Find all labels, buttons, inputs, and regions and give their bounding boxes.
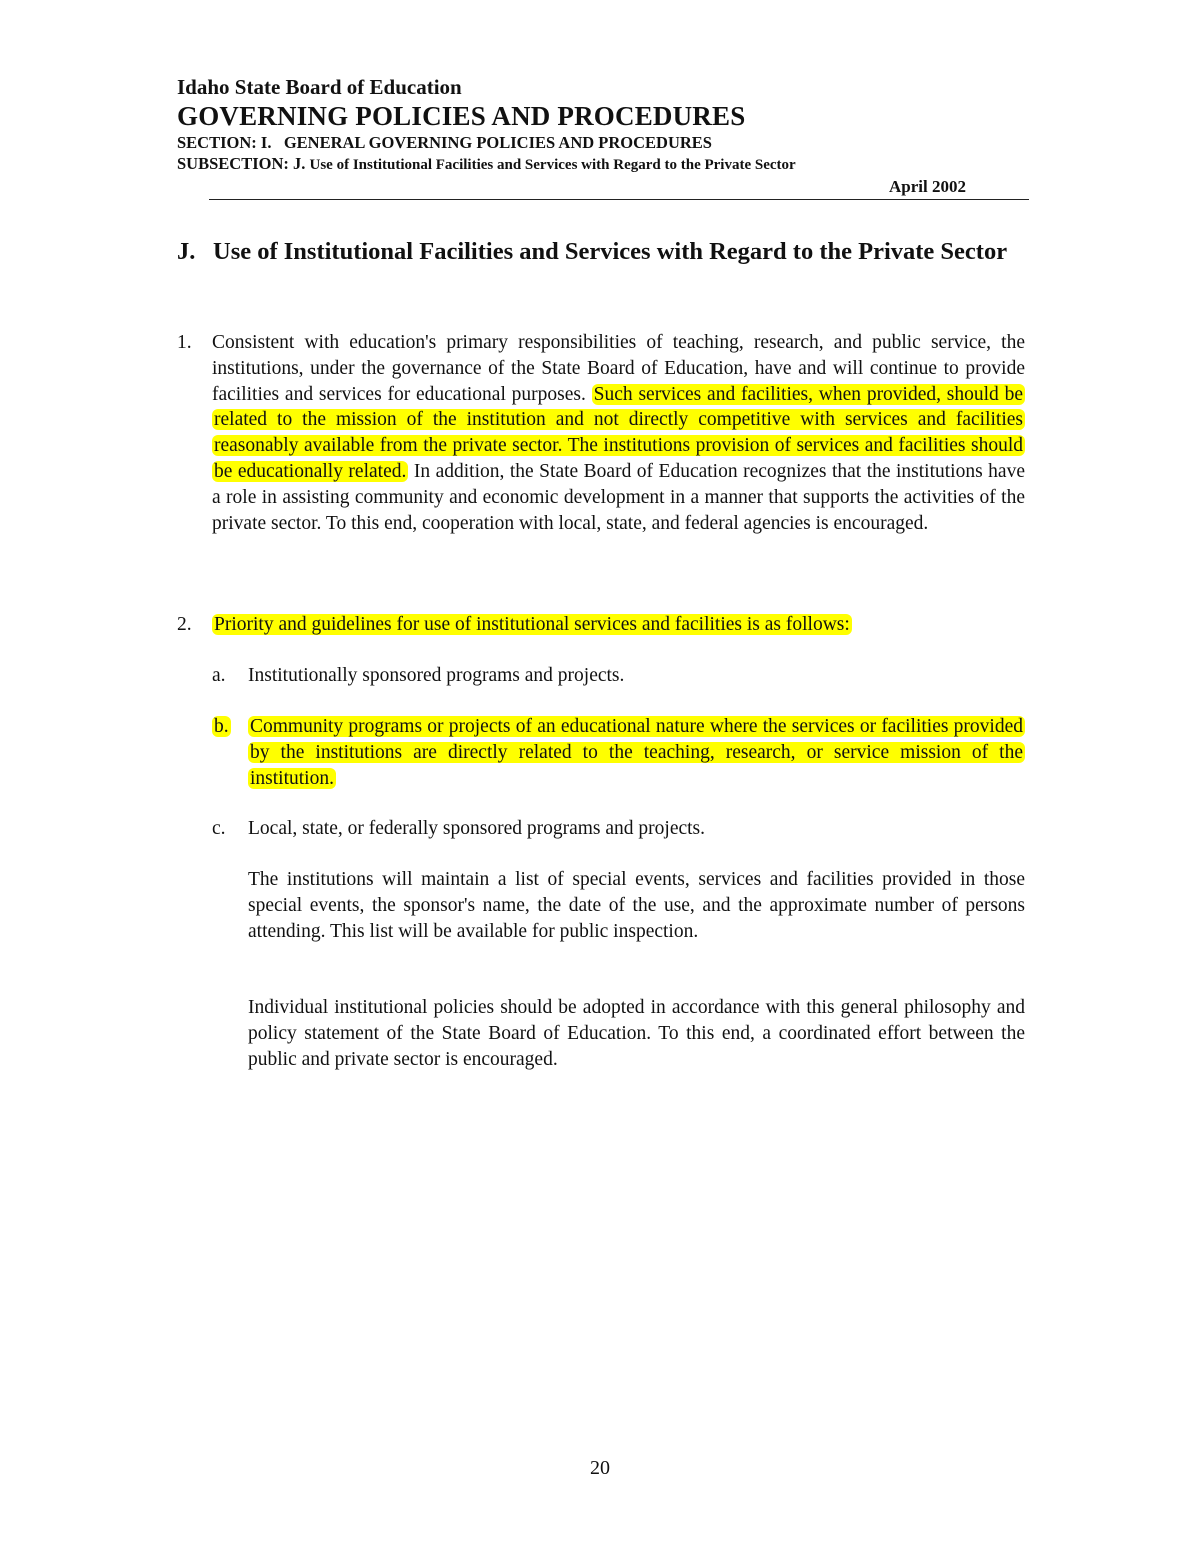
- policies-title: GOVERNING POLICIES AND PROCEDURES: [177, 101, 746, 131]
- item-number: 1.: [177, 332, 192, 353]
- paragraph-list-maintenance: The institutions will maintain a list of special events, services and facilities provided in those special events, the sponsor's name, the date of the use, and the approximate number of persons attending. This list will be available for public inspection.: [248, 869, 1025, 942]
- revision-date: April 2002: [889, 177, 966, 196]
- sub-item-label: [212, 714, 248, 791]
- sub-item-b: [212, 714, 1025, 791]
- list-item-2: [177, 612, 1025, 638]
- page-header: [177, 74, 1028, 200]
- header-divider: [209, 199, 1029, 200]
- list-item-1: [177, 330, 1025, 536]
- sub-item-text: Local, state, or federally sponsored programs and projects.: [248, 818, 706, 839]
- highlighted-text: Priority and guidelines for use of institutional services and facilities is as follows:: [214, 614, 850, 635]
- item-text-before: Consistent with education's primary responsibilities of teaching, research, and public service, the institutions, under the governance of the State Board of Education, have and will continue to provide facilities and services for educational purposes.: [212, 332, 1025, 405]
- heading-text: Use of Institutional Facilities and Services with Regard to the Private Sector: [213, 238, 1008, 265]
- section-label: SECTION: I. GENERAL GOVERNING POLICIES AND PROCEDURES: [177, 133, 712, 152]
- organization-name: Idaho State Board of Education: [177, 75, 462, 99]
- document-heading: [177, 236, 1028, 268]
- highlighted-text: Community programs or projects of an educational nature where the services or facilities provided by the institutions are directly related to the teaching, research, or service mission of the institution.: [250, 716, 1023, 789]
- sub-item-text: Institutionally sponsored programs and projects.: [248, 665, 625, 686]
- item-text-after: In addition, the State Board of Education recognizes that the institutions have a role in assisting community and economic development in a manner that supports the activities of the private sector. To this end, cooperation with local, state, and federal agencies is encouraged.: [212, 460, 1025, 534]
- highlighted-label: b.: [214, 716, 229, 737]
- subsection-title: Use of Institutional Facilities and Services with Regard to the Private Sector: [309, 157, 796, 173]
- sub-item-text: [248, 714, 1025, 791]
- sub-item-label: c.: [212, 818, 226, 839]
- sub-item-a: [212, 663, 1025, 689]
- page-number: 20: [590, 1457, 610, 1479]
- item-text: [212, 612, 852, 638]
- subsection-prefix: SUBSECTION: J.: [177, 154, 310, 173]
- highlighted-text: Such services and facilities, when provided, should be related to the mission of the institution and not directly competitive with services and facilities reasonably available from the private sector. The institutions provision of services and facilities should be educationally related.: [214, 383, 1024, 482]
- sub-item-c: [212, 816, 1025, 842]
- heading-number: J.: [177, 238, 196, 265]
- sub-item-label: a.: [212, 665, 226, 686]
- subsection-label: [177, 153, 1028, 176]
- paragraph-institutional-policies: Individual institutional policies should be adopted in accordance with this general philosophy and policy statement of the State Board of Education. To this end, a coordinated effort between the public and private sector is encouraged.: [248, 997, 1025, 1070]
- item-text: [212, 330, 1025, 536]
- item-number: 2.: [177, 614, 192, 635]
